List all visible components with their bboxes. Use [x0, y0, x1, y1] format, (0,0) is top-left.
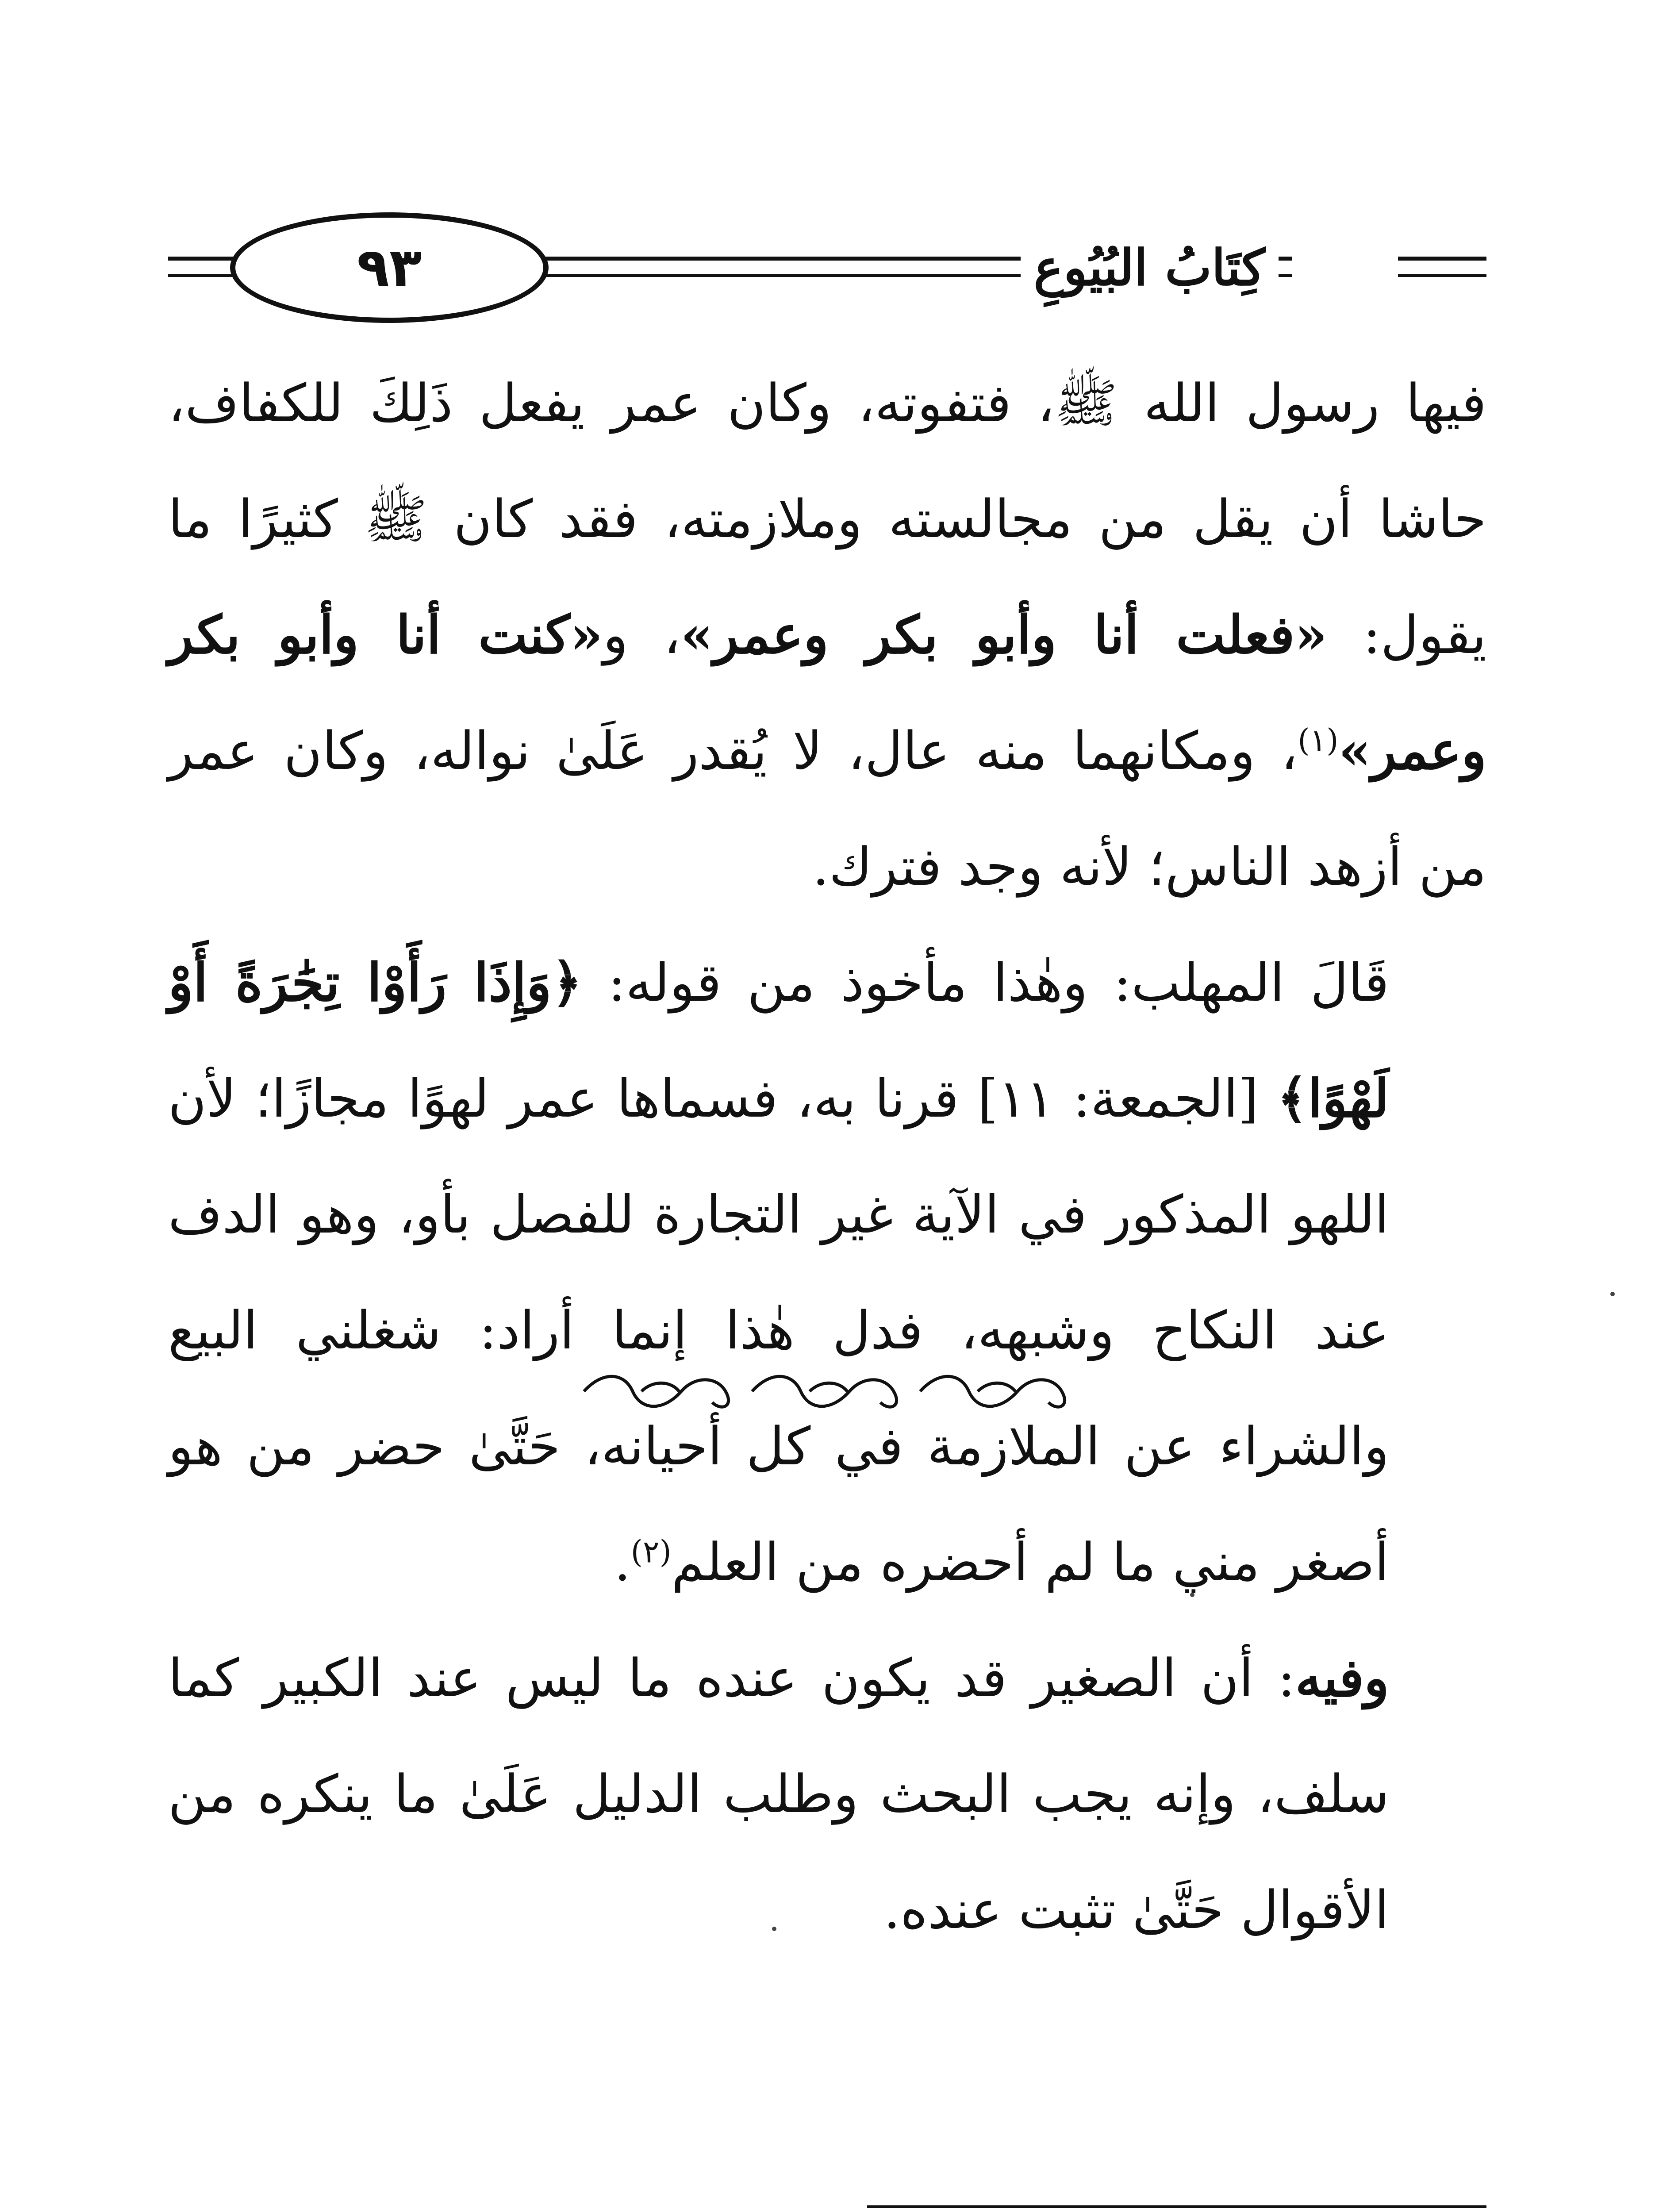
body-text — [168, 345, 1486, 1968]
scan-speck — [772, 1927, 776, 1931]
text-segment: ، ومكانهما منه عال، لا يُقدر عَلَىٰ نواله، وكان عمر من أزهد الناس؛ لأنه وجد فترك. — [168, 720, 1486, 897]
paragraph — [168, 345, 1486, 925]
paragraph — [168, 925, 1486, 1620]
page-number-oval — [230, 212, 549, 323]
section-ornament — [575, 1367, 1084, 1416]
paragraph — [168, 1620, 1486, 1968]
text-segment: «كنت أنا وأبو بكر وعمر» — [168, 604, 1486, 781]
text-segment: ﴿وَإِذَا رَأَوْا تِجَٰرَةً أَوْ لَهْوًا﴾ — [168, 952, 1389, 1129]
scan-speck — [1610, 1292, 1615, 1296]
footnote-marker[interactable]: (١) — [1298, 722, 1339, 759]
scan-speck — [1190, 1593, 1194, 1597]
text-segment: : أن الصغير قد يكون عنده ما ليس عند الكبير كما سلف، وإنه يجب البحث وطلب الدليل عَلَىٰ ما ينكره من الأقوال حَتَّىٰ تثبت عنده. — [168, 1647, 1389, 1940]
text-segment: وفيه — [1295, 1647, 1389, 1709]
running-title: كِتَابُ البُيُوعِ — [1021, 239, 1279, 297]
header-rule — [1398, 274, 1486, 277]
text-segment: فيها رسول الله ﷺ، فتفوته، وكان عمر يفعل ذَلِكَ للكفاف، حاشا أن يقل من مجالسته وملازمته، فقد كان ﷺ كثيرًا ما يقول: — [168, 373, 1487, 665]
text-segment: . — [614, 1532, 631, 1593]
text-segment: ، و — [603, 604, 681, 665]
header-rule — [1398, 257, 1486, 261]
text-segment: [الجمعة: ١١] قرنا به، فسماها عمر لهوًا مجازًا؛ لأن اللهو المذكور في الآية غير التجارة للفصل بأو، وهو الدف عند النكاح وشبهه، فدل هٰذا إنما أراد: شغلني البيع والشراء عن الملازمة في كل أحيانه، حَتَّىٰ حضر من هو أصغر مني ما لم أحضره من العلم — [168, 1068, 1389, 1593]
page-number: ٩٣ — [357, 237, 422, 299]
footnote-marker[interactable]: (٢) — [630, 1533, 672, 1570]
text-segment: قَالَ المهلب: وهٰذا مأخوذ من قوله: — [582, 952, 1390, 1013]
footnote-separator — [867, 2205, 1486, 2208]
text-segment: «فعلت أنا وأبو بكر وعمر» — [680, 604, 1328, 665]
page-header — [168, 212, 1486, 327]
